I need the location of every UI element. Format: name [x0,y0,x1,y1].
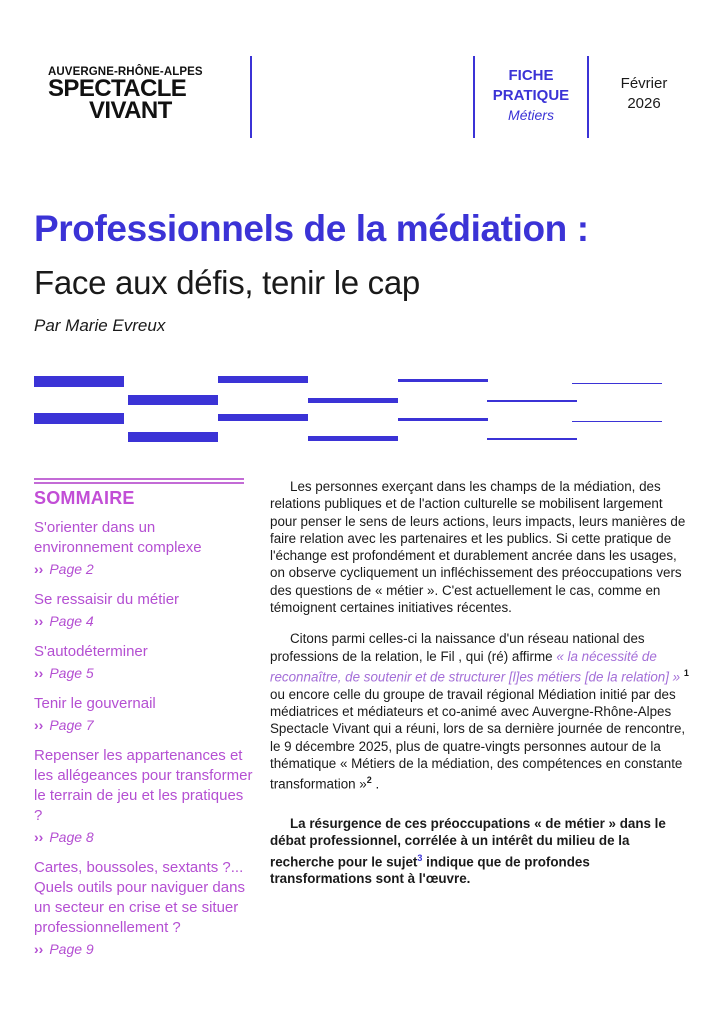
quote-link[interactable]: « la nécessité de reconnaître, de soutenir et de structurer [l]es métiers [de la relation] » [270,648,681,685]
toc-item[interactable] [34,518,254,579]
stripe [398,418,488,421]
logo-line-2: VIVANT [89,97,172,124]
footnote-ref[interactable]: 2 [366,775,372,786]
toc-item-page[interactable] [34,663,254,683]
paragraph-end: . [375,776,380,792]
sommaire-rule [34,482,244,484]
chevron-right-icon: ›› [34,941,44,957]
header-divider-3 [587,56,589,138]
toc-item-title[interactable]: S'orienter dans un environnement complexe [34,519,202,556]
stripe [308,436,398,441]
sommaire-heading: SOMMAIRE [34,488,135,508]
stripe [487,438,577,440]
header-divider-1 [250,56,252,138]
chevron-right-icon: ›› [34,665,44,681]
fiche-label [476,66,586,125]
publication-date [604,74,684,114]
toc-item[interactable] [34,642,254,683]
toc-item-title[interactable]: Cartes, boussoles, sextants ?... Quels outils pour naviguer dans un secteur en crise et se situer professionnellement ? [34,859,245,936]
author: Par Marie Evreux [34,316,166,335]
toc-item-title[interactable]: Tenir le gouvernail [34,695,156,712]
page-subtitle: Face aux défis, tenir le cap [34,264,420,301]
toc-item-page[interactable] [34,939,254,959]
toc-page-number[interactable]: Page 4 [49,613,94,629]
logo-region: AUVERGNE-RHÔNE-ALPES [48,66,203,78]
sommaire-rule [34,478,244,480]
article-body [270,478,692,902]
header-divider-2 [473,56,475,138]
paragraph-text: indique que de profondes transformations sont à l'œuvre. [270,854,590,887]
stripe [128,432,218,442]
toc-page-number[interactable]: Page 2 [49,561,94,577]
stripe [487,400,577,402]
chevron-right-icon: ›› [34,613,44,629]
date-month: Février [620,75,668,92]
toc-item-title[interactable]: Se ressaisir du métier [34,591,180,608]
toc-item-page[interactable] [34,611,254,631]
date-year: 2026 [627,95,661,112]
toc-page-number[interactable]: Page 5 [49,665,94,681]
footnote-ref[interactable]: 1 [683,667,689,678]
stripe [218,414,308,421]
fiche-line-2: PRATIQUE [492,87,570,104]
paragraph-text: ou encore celle du groupe de travail régional Médiation initié par des médiatrices et médiateurs et co-animé avec Auvergne-Rhône-Alpes Spectacle Vivant qui a réuni, lors de sa dernière journée de rencontre, le 9 décembre 2025, plus de quatre-vingts personnes autour de la thématique « Métiers de la médiation, des compétences en constante transformation » [270,686,686,792]
fiche-line-1: FICHE [508,67,554,84]
toc-page-number[interactable]: Page 8 [49,829,94,845]
stripe [572,421,662,422]
chevron-right-icon: ›› [34,561,44,577]
logo-line-1: SPECTACLE [48,75,187,102]
stripe [128,395,218,405]
stripe [308,398,398,403]
paragraph-highlight [270,815,692,888]
footnote-ref[interactable]: 3 [417,852,423,863]
chevron-right-icon: ›› [34,717,44,733]
paragraph-text: Citons parmi celles-ci la naissance d'un réseau national des professions de la relation, le Fil , qui (ré) affirme [270,631,645,664]
paragraph-intro: Les personnes exerçant dans les champs de la médiation, des relations publiques et de l'action culturelle se mobilisent largement pour penser le sens de leurs actions, leurs impacts, leurs manières de faire relation avec les partenaires et les publics. Si cette pratique de l'échange est profondément et durablement ancrée dans les usages, on observe cycliquement un infléchissement des préoccupations vers des questions de « métier ». C'est actuellement le cas, comme en témoignent certaines initiatives récentes. [270,479,686,616]
toc-item-title[interactable]: S'autodéterminer [34,643,148,660]
toc-page-number[interactable]: Page 7 [49,717,94,733]
logo [48,66,238,122]
stripe [572,383,662,384]
toc-page-number[interactable]: Page 9 [49,941,94,957]
toc-item[interactable] [34,590,254,631]
toc-item[interactable] [34,858,254,959]
toc-item-title[interactable]: Repenser les appartenances et les allégeances pour transformer le terrain de jeu et les pratiques ? [34,747,253,824]
toc-item-page[interactable] [34,715,254,735]
paragraph-text: La résurgence de ces préoccupations « de métier » dans le débat professionnel, corrélée à un intérêt du milieu de la recherche pour le sujet [270,815,666,870]
table-of-contents [34,488,254,970]
toc-item[interactable] [34,746,254,847]
stripe [218,376,308,383]
toc-item-page[interactable] [34,559,254,579]
chevron-right-icon: ›› [34,829,44,845]
toc-item-page[interactable] [34,827,254,847]
page-title: Professionnels de la médiation : [34,208,589,249]
paragraph-second [270,630,692,793]
stripe [34,413,124,424]
stripe [34,376,124,387]
stripe [398,379,488,382]
toc-item[interactable] [34,694,254,735]
fiche-line-3: Métiers [508,107,554,123]
